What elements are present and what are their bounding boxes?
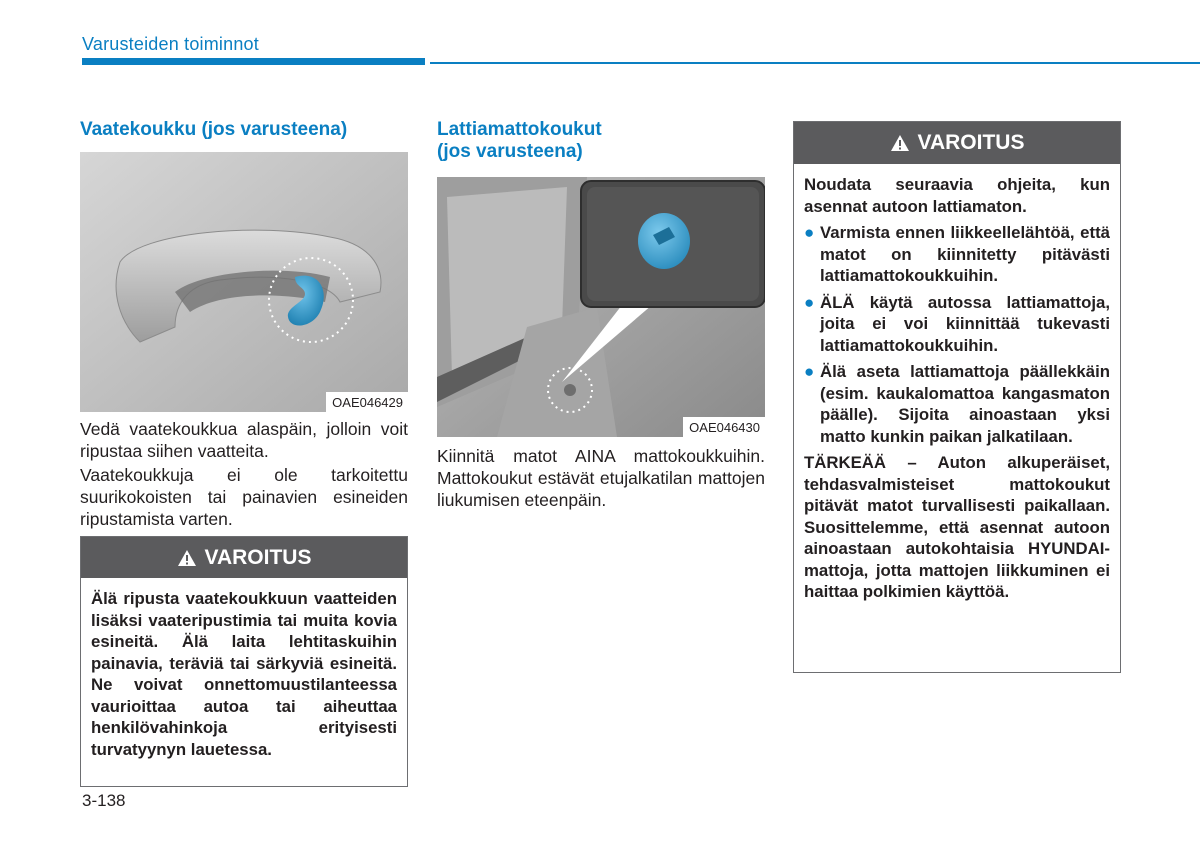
header-rule-thin	[430, 62, 1200, 64]
figure-code: OAE046430	[683, 417, 765, 437]
floor-mat-hook-illustration	[437, 177, 765, 437]
warning-text: Älä ripusta vaatekoukkuun vaatteiden lisäksi vaateripustimia tai muita kovia esineitä. Älä laita lehtitaskuihin painavia, teräviä tai särkyviä esineitä. Ne voivat onnettomuustilanteessa vaurioittaa autoa tai aiheuttaa henkilövahinkoja erityisesti turvatyynyn lauetessa.	[91, 589, 397, 759]
clothes-hook-illustration	[80, 152, 408, 412]
warning-bullet-text: Älä aseta lattiamattoja päällekkäin (esim. kaukalomattoa kangasmaton päälle). Sijoita ainoastaan yksi matto kunkin paikan jalkatilaan.	[820, 362, 1110, 446]
warning-box-clothes-hook	[80, 536, 408, 787]
warning-box-floor-mats	[793, 121, 1121, 673]
warning-bullet	[804, 361, 1110, 447]
bullet-icon: ●	[804, 292, 815, 312]
warning-triangle-icon	[890, 134, 910, 152]
warning-bullet-text: Varmista ennen liikkeellelähtöä, että matot on kiinnitetty pitävästi lattiamattokoukkuihin.	[820, 223, 1110, 285]
floor-mat-hook-figure	[437, 177, 765, 437]
warning-bullet-text: ÄLÄ käytä autossa lattiamattoja, joita ei voi kiinnittää tukevasti lattiamattokoukkuihin.	[820, 292, 1110, 355]
section-title-line2: (jos varusteena)	[437, 141, 583, 162]
paragraph-pull-hook: Vedä vaatekoukkua alaspäin, jolloin voit ripustaa siihen vaatteita.	[80, 419, 408, 461]
warning-important: TÄRKEÄÄ – Auton alkuperäiset, tehdasvalmisteiset mattokoukut pitävät matot turvallisesti paikallaan. Suosittelemme, että asennat autoon ainoastaan autokohtaisia HYUNDAI-mattoja, jotta mattojen liikkuminen ei haittaa polkimien käyttöä.	[804, 453, 1110, 601]
warning-bullet-list	[804, 222, 1110, 447]
warning-intro: Noudata seuraavia ohjeita, kun asennat autoon lattiamaton.	[804, 175, 1110, 216]
section-title-line1: Lattiamattokoukut	[437, 119, 602, 140]
paragraph-hook-limits: Vaatekoukkuja ei ole tarkoitettu suurikokoisten tai painavien esineiden ripustamista varten.	[80, 465, 408, 529]
warning-header	[794, 122, 1120, 164]
bullet-icon: ●	[804, 362, 815, 381]
bullet-icon: ●	[804, 223, 815, 242]
figure-code: OAE046429	[326, 392, 408, 412]
warning-header	[81, 537, 407, 578]
warning-bullet	[804, 222, 1110, 287]
warning-content	[794, 164, 1120, 603]
section-title-floor-mat-hooks	[437, 119, 757, 163]
section-title-clothes-hook: Vaatekoukku (jos varusteena)	[80, 119, 348, 140]
warning-title: VAROITUS	[917, 131, 1025, 154]
paragraph-attach-mats: Kiinnitä matot AINA mattokoukkuihin. Mattokoukut estävät etujalkatilan mattojen liukumisen eteenpäin.	[437, 446, 765, 510]
running-header: Varusteiden toiminnot	[82, 34, 259, 54]
warning-triangle-icon	[177, 549, 197, 567]
warning-bullet	[804, 292, 1110, 357]
clothes-hook-figure	[80, 152, 408, 412]
header-rule-thick	[82, 58, 425, 65]
warning-title: VAROITUS	[204, 545, 312, 569]
page-number: 3-138	[82, 791, 126, 810]
